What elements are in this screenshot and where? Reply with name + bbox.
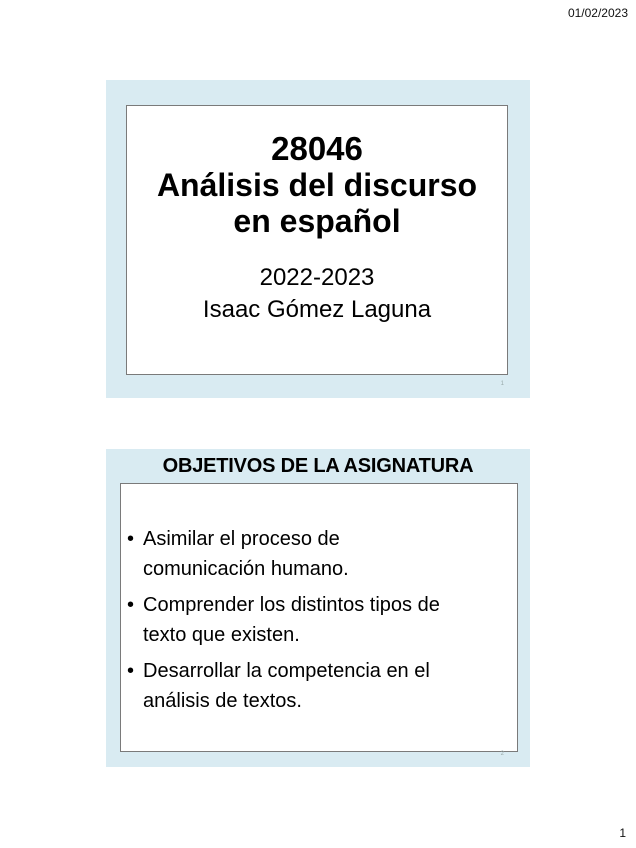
slide-1-number: 1: [500, 381, 504, 387]
page-number: 1: [619, 826, 626, 840]
slide-2-content-box: [120, 483, 518, 752]
objective-line-2: análisis de textos.: [143, 690, 302, 712]
bullet-icon: •: [127, 594, 135, 616]
bullet-icon: •: [127, 528, 135, 550]
bullet-icon: •: [127, 660, 135, 682]
objective-line-1: Comprender los distintos tipos de: [143, 594, 440, 616]
objective-line-1: Asimilar el proceso de: [143, 528, 340, 550]
author-name: Isaac Gómez Laguna: [202, 295, 432, 323]
slide-2-thumbnail: [106, 449, 530, 767]
slide-1-title-box: [126, 105, 508, 375]
objective-item: [127, 656, 503, 716]
slide-2-heading: OBJETIVOS DE LA ASIGNATURA: [162, 455, 474, 477]
course-title-line-1: Análisis del discurso: [156, 166, 478, 203]
objectives-list: [127, 524, 503, 722]
objective-line-2: texto que existen.: [143, 624, 300, 646]
objective-item: [127, 590, 503, 650]
page-date: 01/02/2023: [567, 6, 628, 20]
course-code: 28046: [271, 130, 363, 167]
slide-2-number: 2: [500, 751, 504, 757]
objective-line-1: Desarrollar la competencia en el: [143, 660, 430, 682]
objective-line-2: comunicación humano.: [143, 558, 349, 580]
slide-1-thumbnail: [106, 80, 530, 398]
objective-item: [127, 524, 503, 584]
course-title-line-2: en español: [233, 202, 401, 239]
academic-year: 2022-2023: [259, 263, 375, 291]
